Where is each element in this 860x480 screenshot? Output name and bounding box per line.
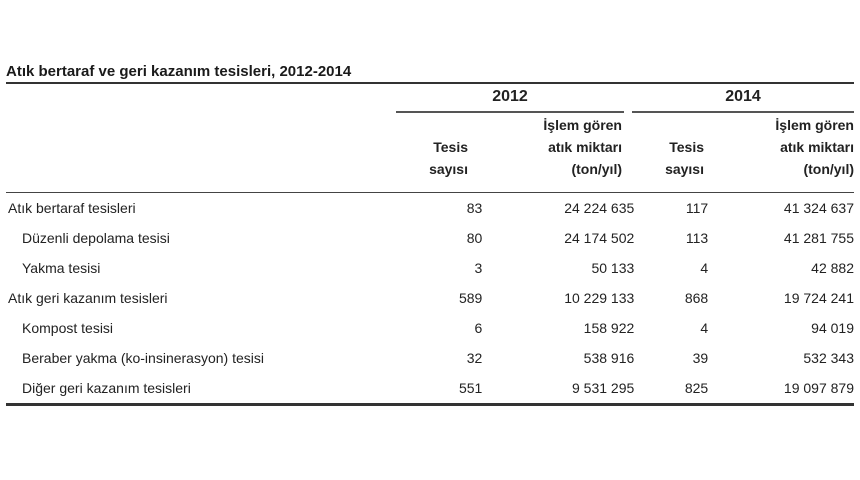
count-2012-cell: 6 bbox=[474, 320, 483, 336]
header-count-2014 bbox=[632, 136, 704, 180]
header-amount-2012 bbox=[476, 114, 622, 180]
header-count-line-1: Tesis bbox=[433, 139, 468, 155]
header-count-2012 bbox=[396, 136, 468, 180]
amount-2014-cell: 41 281 755 bbox=[783, 230, 854, 246]
count-2012-cell: 83 bbox=[466, 200, 483, 216]
amount-2014-cell: 19 097 879 bbox=[783, 380, 854, 396]
table-title: Atık bertaraf ve geri kazanım tesisleri, 2012-2014 bbox=[6, 63, 352, 80]
amount-2014-cell: 41 324 637 bbox=[783, 200, 854, 216]
year-header-row bbox=[6, 84, 854, 114]
count-2014-cell: 4 bbox=[700, 320, 709, 336]
table-row bbox=[6, 223, 854, 253]
table-row bbox=[6, 283, 854, 313]
amount-2012-cell: 538 916 bbox=[583, 350, 635, 366]
amount-2012-cell: 158 922 bbox=[583, 320, 635, 336]
amount-2014-cell: 19 724 241 bbox=[783, 290, 854, 306]
header-amount-line-2: atık miktarı bbox=[780, 139, 854, 155]
year-2014-underline bbox=[632, 111, 854, 113]
bottom-rule bbox=[6, 403, 854, 406]
row-label: Atık geri kazanım tesisleri bbox=[8, 290, 168, 306]
table-row bbox=[6, 253, 854, 283]
count-2012-cell: 589 bbox=[458, 290, 483, 306]
table-row bbox=[6, 343, 854, 373]
table-row bbox=[6, 373, 854, 403]
count-2014-cell: 868 bbox=[684, 290, 709, 306]
amount-2014-cell: 42 882 bbox=[811, 260, 854, 276]
row-label: Düzenli depolama tesisi bbox=[22, 230, 170, 246]
header-amount-line-2: atık miktarı bbox=[548, 139, 622, 155]
amount-2014-cell: 94 019 bbox=[811, 320, 854, 336]
amount-2012-cell: 24 224 635 bbox=[564, 200, 635, 216]
header-amount-2014 bbox=[712, 114, 854, 180]
amount-2012-cell: 50 133 bbox=[591, 260, 635, 276]
count-2012-cell: 80 bbox=[466, 230, 483, 246]
header-amount-line-3: (ton/yıl) bbox=[571, 161, 622, 177]
data-table bbox=[6, 193, 854, 403]
row-label: Beraber yakma (ko-insinerasyon) tesisi bbox=[22, 350, 264, 366]
year-2012-header: 2012 bbox=[492, 88, 528, 105]
header-count-line-1: Tesis bbox=[669, 139, 704, 155]
count-2014-cell: 4 bbox=[700, 260, 709, 276]
table-row bbox=[6, 313, 854, 343]
amount-2012-cell: 10 229 133 bbox=[564, 290, 635, 306]
count-2014-cell: 117 bbox=[685, 200, 709, 216]
header-amount-line-1: İşlem gören bbox=[775, 117, 854, 133]
header-count-line-2: sayısı bbox=[665, 161, 704, 177]
table-row bbox=[6, 193, 854, 223]
row-label: Yakma tesisi bbox=[22, 260, 101, 276]
count-2012-cell: 32 bbox=[466, 350, 483, 366]
year-2012-underline bbox=[396, 111, 624, 113]
statistics-table-figure bbox=[6, 62, 854, 406]
amount-2014-cell: 532 343 bbox=[803, 350, 854, 366]
count-2014-cell: 39 bbox=[692, 350, 709, 366]
column-header-row bbox=[6, 114, 854, 192]
count-2012-cell: 3 bbox=[474, 260, 483, 276]
row-label: Atık bertaraf tesisleri bbox=[8, 200, 136, 216]
count-2012-cell: 551 bbox=[458, 380, 483, 396]
amount-2012-cell: 24 174 502 bbox=[564, 230, 635, 246]
year-2014-header: 2014 bbox=[725, 88, 761, 105]
row-label: Kompost tesisi bbox=[22, 320, 114, 336]
amount-2012-cell: 9 531 295 bbox=[571, 380, 635, 396]
header-count-line-2: sayısı bbox=[429, 161, 468, 177]
count-2014-cell: 113 bbox=[685, 230, 709, 246]
header-amount-line-3: (ton/yıl) bbox=[803, 161, 854, 177]
count-2014-cell: 825 bbox=[684, 380, 709, 396]
header-amount-line-1: İşlem gören bbox=[543, 117, 622, 133]
row-label: Diğer geri kazanım tesisleri bbox=[22, 380, 191, 396]
